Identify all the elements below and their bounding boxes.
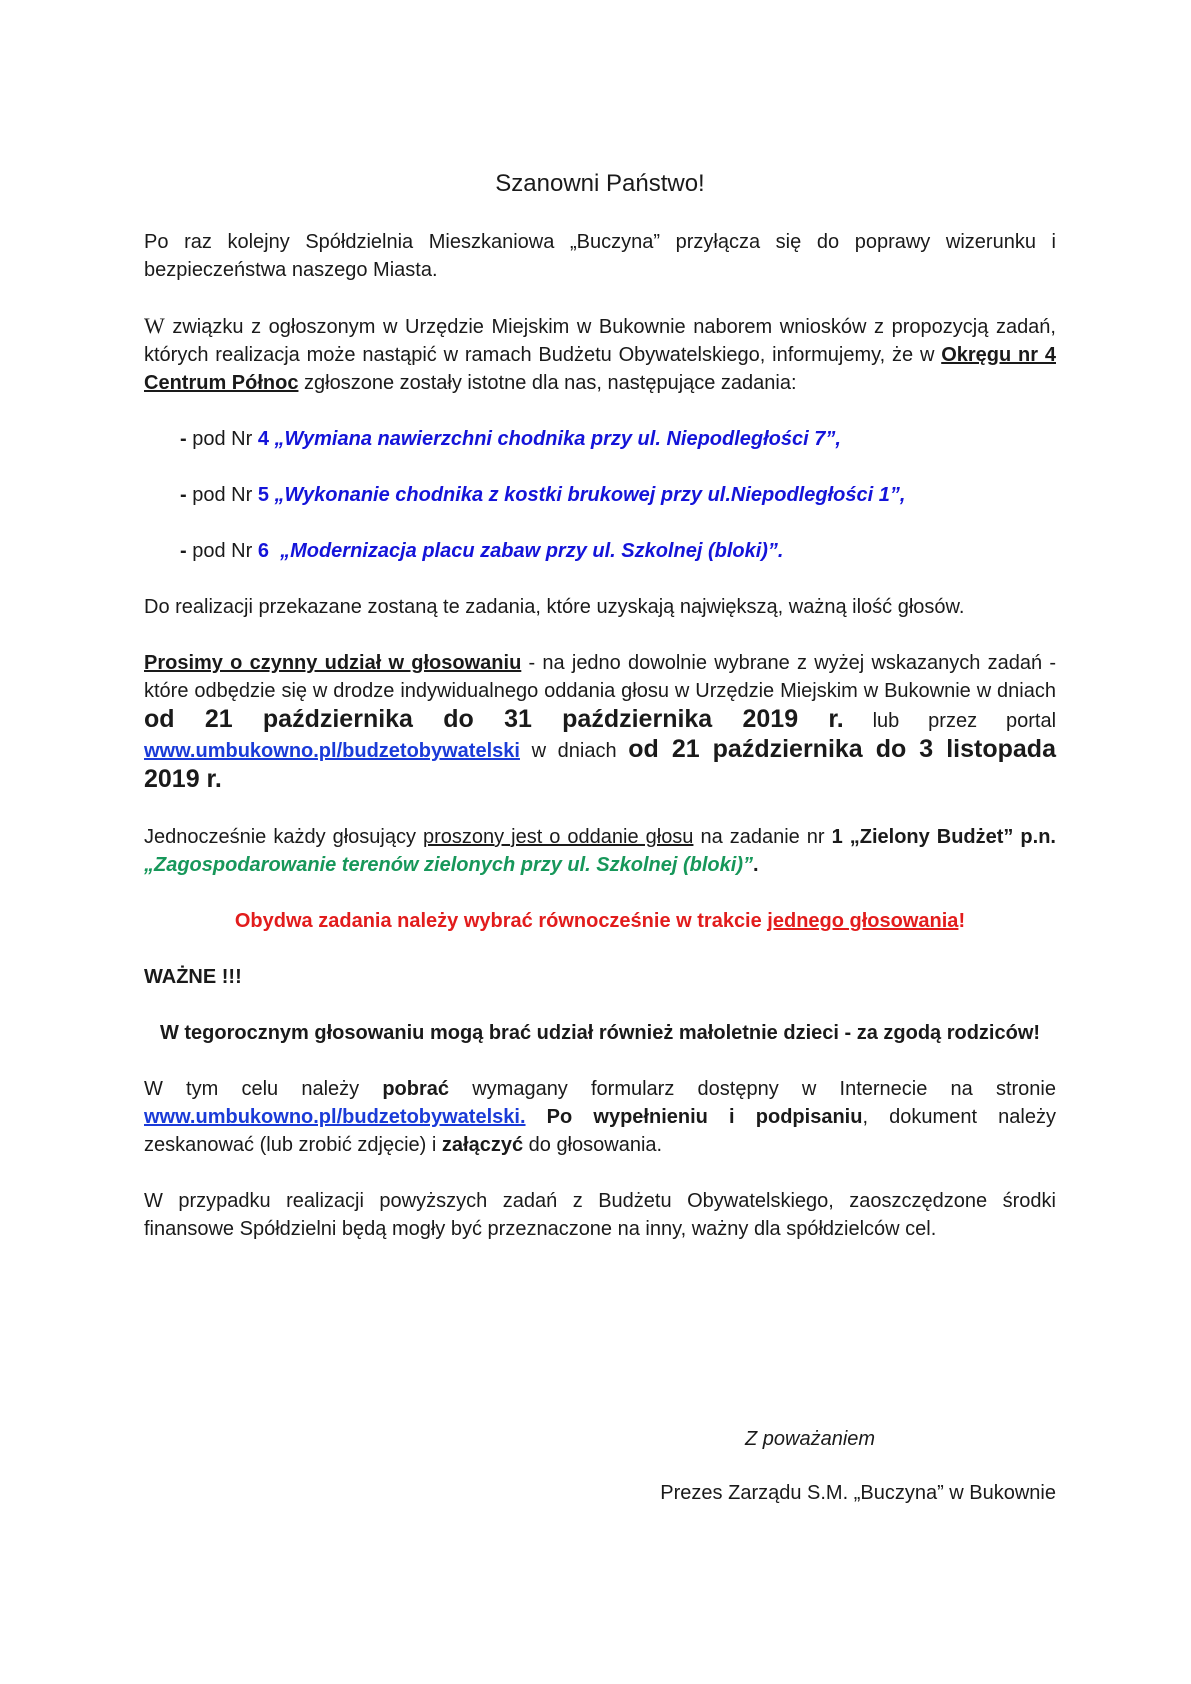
task-name: „Wykonanie chodnika z kostki brukowej przy ul.Niepodległości 1”, [274, 484, 906, 506]
voting-request: Prosimy o czynny udział w głosowaniu [144, 652, 522, 674]
page-title: Szanowni Państwo! [495, 170, 705, 197]
task-name: „Modernizacja placu zabaw przy ul. Szkolnej (bloki)”. [280, 540, 784, 562]
minors-notice: W tegorocznym głosowaniu mogą brać udział również małoletnie dzieci - za zgodą rodziców! [159, 1022, 1041, 1044]
task-item: - pod Nr 6 „Modernizacja placu zabaw przy ul. Szkolnej (bloki)”. [180, 540, 784, 562]
voting-dates-office: od 21 października do 31 października 2019 r. [144, 705, 844, 733]
initial-letter: W [144, 313, 165, 338]
announcement-paragraph: W związku z ogłoszonym w Urzędzie Miejskim w Bukownie naborem wniosków z propozycją zadań, których realizacja może nastąpić w ramach Budżetu Obywatelskiego, informujemy, że w Okręgu nr 4 Centrum Północ zgłoszone zostały istotne dla nas, następujące zadania: [144, 313, 1056, 394]
voting-dates-online: od 21 października do 3 listopada 2019 r. [144, 735, 1056, 793]
task-item: - pod Nr 4 „Wymiana nawierzchni chodnika przy ul. Niepodległości 7”, [180, 428, 841, 450]
district-name: Okręgu nr 4 Centrum Północ [144, 344, 1056, 394]
savings-paragraph: W przypadku realizacji powyższych zadań z Budżetu Obywatelskiego, zaoszczędzone środki finansowe Spółdzielni będą mogły być przeznaczone na inny, ważny dla spółdzielców cel. [144, 1190, 1056, 1240]
green-budget-paragraph: Jednocześnie każdy głosujący proszony jest o oddanie głosu na zadanie nr 1 „Zielony Budżet” p.n. „Zagospodarowanie terenów zielonych przy ul. Szkolnej (bloki)”. [144, 826, 1056, 876]
closing-salutation: Z poważaniem [745, 1428, 876, 1450]
green-budget-label: „Zielony Budżet” p.n. [849, 826, 1056, 848]
green-task-name: „Zagospodarowanie terenów zielonych przy ul. Szkolnej (bloki)” [144, 854, 753, 876]
form-link[interactable]: www.umbukowno.pl/budzetobywatelski. [144, 1106, 526, 1128]
intro-paragraph: Po raz kolejny Spółdzielnia Mieszkaniowa „Buczyna” przyłącza się do poprawy wizerunku i bezpieczeństwa naszego Miasta. [144, 231, 1056, 281]
voting-paragraph: Prosimy o czynny udział w głosowaniu - na jedno dowolnie wybrane z wyżej wskazanych zadań - które odbędzie się w drodze indywidualnego oddania głosu w Urzędzie Miejskim w Bukownie w dniach od 21 października do 31 października 2019 r. lub przez portal www.umbukowno.pl/budzetobywatelski w dniach od 21 października do 3 listopada 2019 r. [144, 652, 1057, 793]
task-name: „Wymiana nawierzchni chodnika przy ul. Niepodległości 7”, [274, 428, 841, 450]
signature-line: Prezes Zarządu S.M. „Buczyna” w Bukownie [660, 1482, 1056, 1504]
red-notice: Obydwa zadania należy wybrać równocześnie w trakcie jednego głosowania! [234, 910, 966, 932]
portal-link[interactable]: www.umbukowno.pl/budzetobywatelski [144, 740, 520, 762]
task-item: - pod Nr 5 „Wykonanie chodnika z kostki brukowej przy ul.Niepodległości 1”, [180, 484, 906, 506]
letter-body [144, 170, 1056, 1243]
form-paragraph: W tym celu należy pobrać wymagany formularz dostępny w Internecie na stronie www.umbukowno.pl/budzetobywatelski. Po wypełnieniu i podpisaniu, dokument należy zeskanować (lub zrobić zdjęcie) i załączyć do głosowania. [144, 1078, 1056, 1156]
important-heading: WAŻNE !!! [144, 966, 242, 988]
selection-paragraph: Do realizacji przekazane zostaną te zadania, które uzyskają największą, ważną ilość głosów. [144, 596, 965, 618]
